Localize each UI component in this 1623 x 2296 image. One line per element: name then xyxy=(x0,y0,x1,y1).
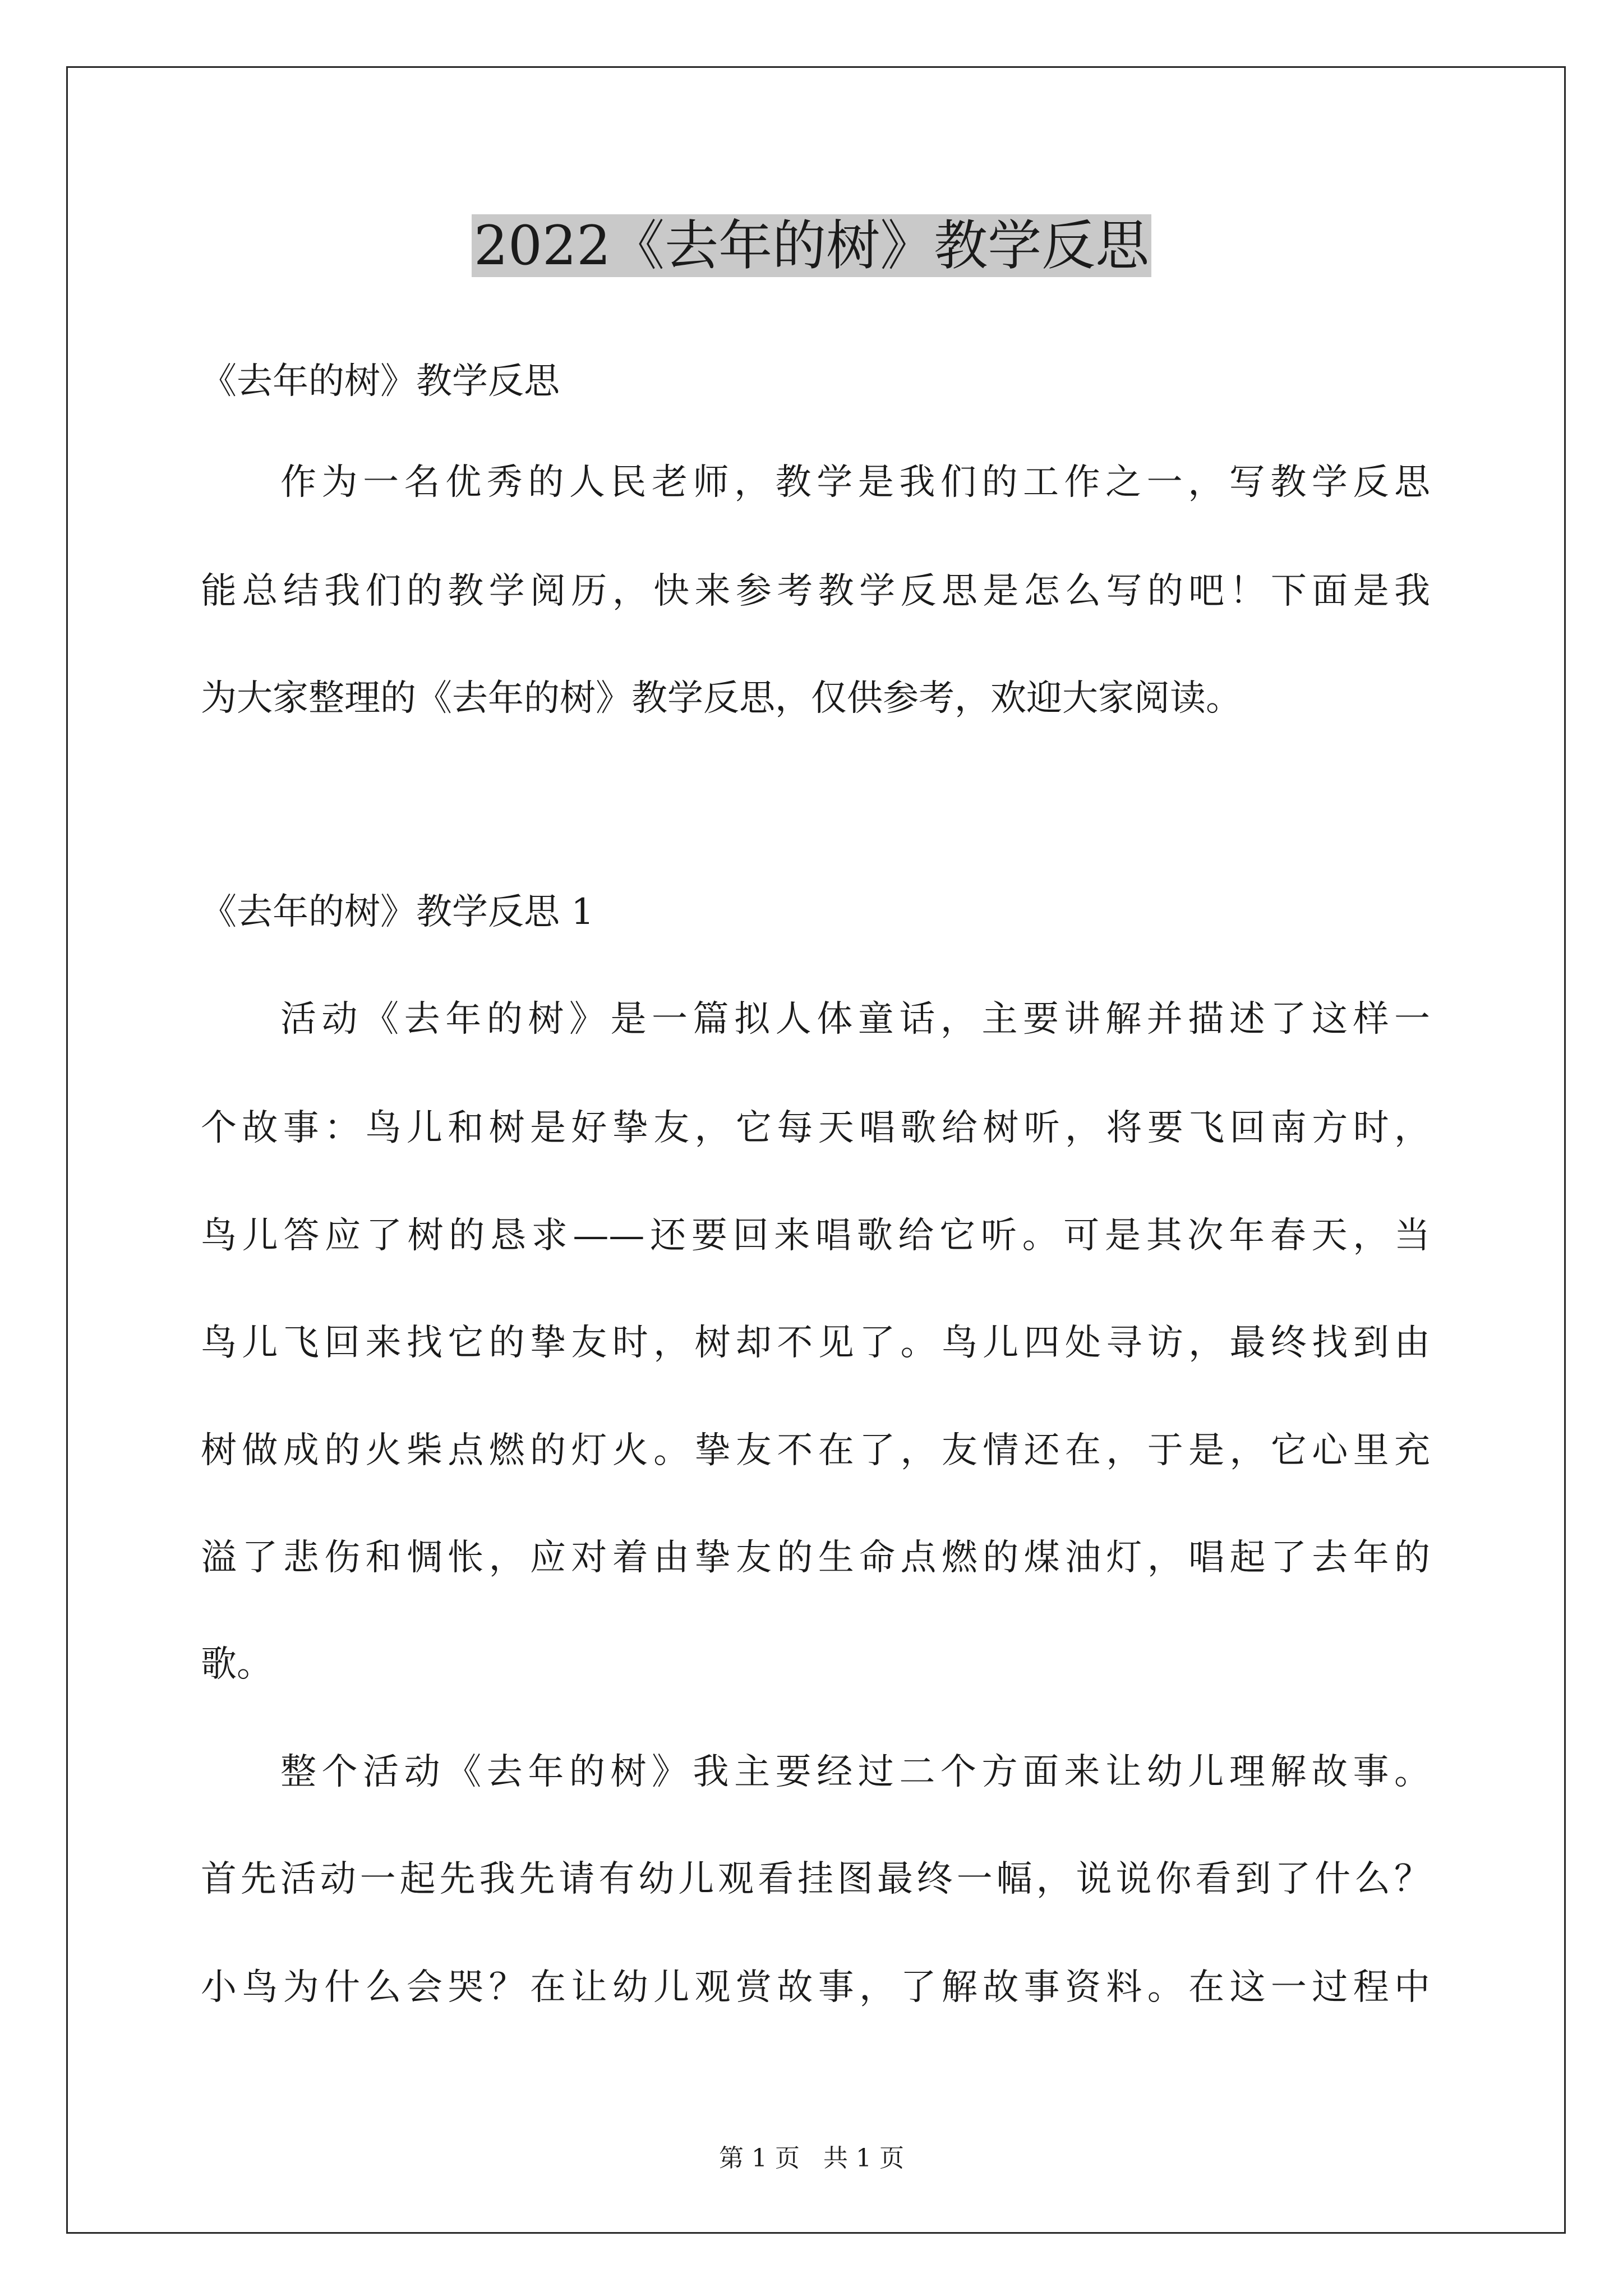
section-paragraph-line: 活动《去年的树》是一篇拟人体童话，主要讲解并描述了这样一 xyxy=(280,999,1430,1040)
intro-paragraph-line: 能总结我们的教学阅历，快来参考教学反思是怎么写的吧！下面是我 xyxy=(201,570,1430,612)
section-paragraph-line: 小鸟为什么会哭？在让幼儿观赏故事，了解故事资料。在这一过程中 xyxy=(201,1967,1430,2008)
intro-paragraph-line: 为大家整理的《去年的树》教学反思，仅供参考，欢迎大家阅读。 xyxy=(201,678,1242,719)
document-title-text: 2022《去年的树》教学反思 xyxy=(472,214,1151,277)
page-footer: 第 1 页 共 1 页 xyxy=(719,2144,904,2173)
section-paragraph-line: 鸟儿答应了树的恳求——还要回来唱歌给它听。可是其次年春天，当 xyxy=(201,1215,1430,1257)
document-title xyxy=(0,206,1623,285)
section-paragraph-line: 溢了悲伤和惆怅，应对着由挚友的生命点燃的煤油灯，唱起了去年的 xyxy=(201,1537,1430,1579)
section-paragraph-line: 整个活动《去年的树》我主要经过二个方面来让幼儿理解故事。 xyxy=(280,1751,1430,1793)
section-paragraph-line: 歌。 xyxy=(201,1644,273,1685)
section-paragraph-line: 树做成的火柴点燃的灯火。挚友不在了，友情还在，于是，它心里充 xyxy=(201,1430,1430,1471)
section-paragraph-line: 鸟儿飞回来找它的挚友时，树却不见了。鸟儿四处寻访，最终找到由 xyxy=(201,1322,1430,1364)
section-paragraph-line: 首先活动一起先我先请有幼儿观看挂图最终一幅，说说你看到了什么？ xyxy=(201,1858,1430,1900)
intro-heading: 《去年的树》教学反思 xyxy=(201,361,560,402)
section-heading: 《去年的树》教学反思 1 xyxy=(201,891,594,933)
intro-paragraph-line: 作为一名优秀的人民老师，教学是我们的工作之一，写教学反思 xyxy=(280,462,1430,503)
section-paragraph-line: 个故事：鸟儿和树是好挚友，它每天唱歌给树听，将要飞回南方时， xyxy=(201,1107,1430,1149)
